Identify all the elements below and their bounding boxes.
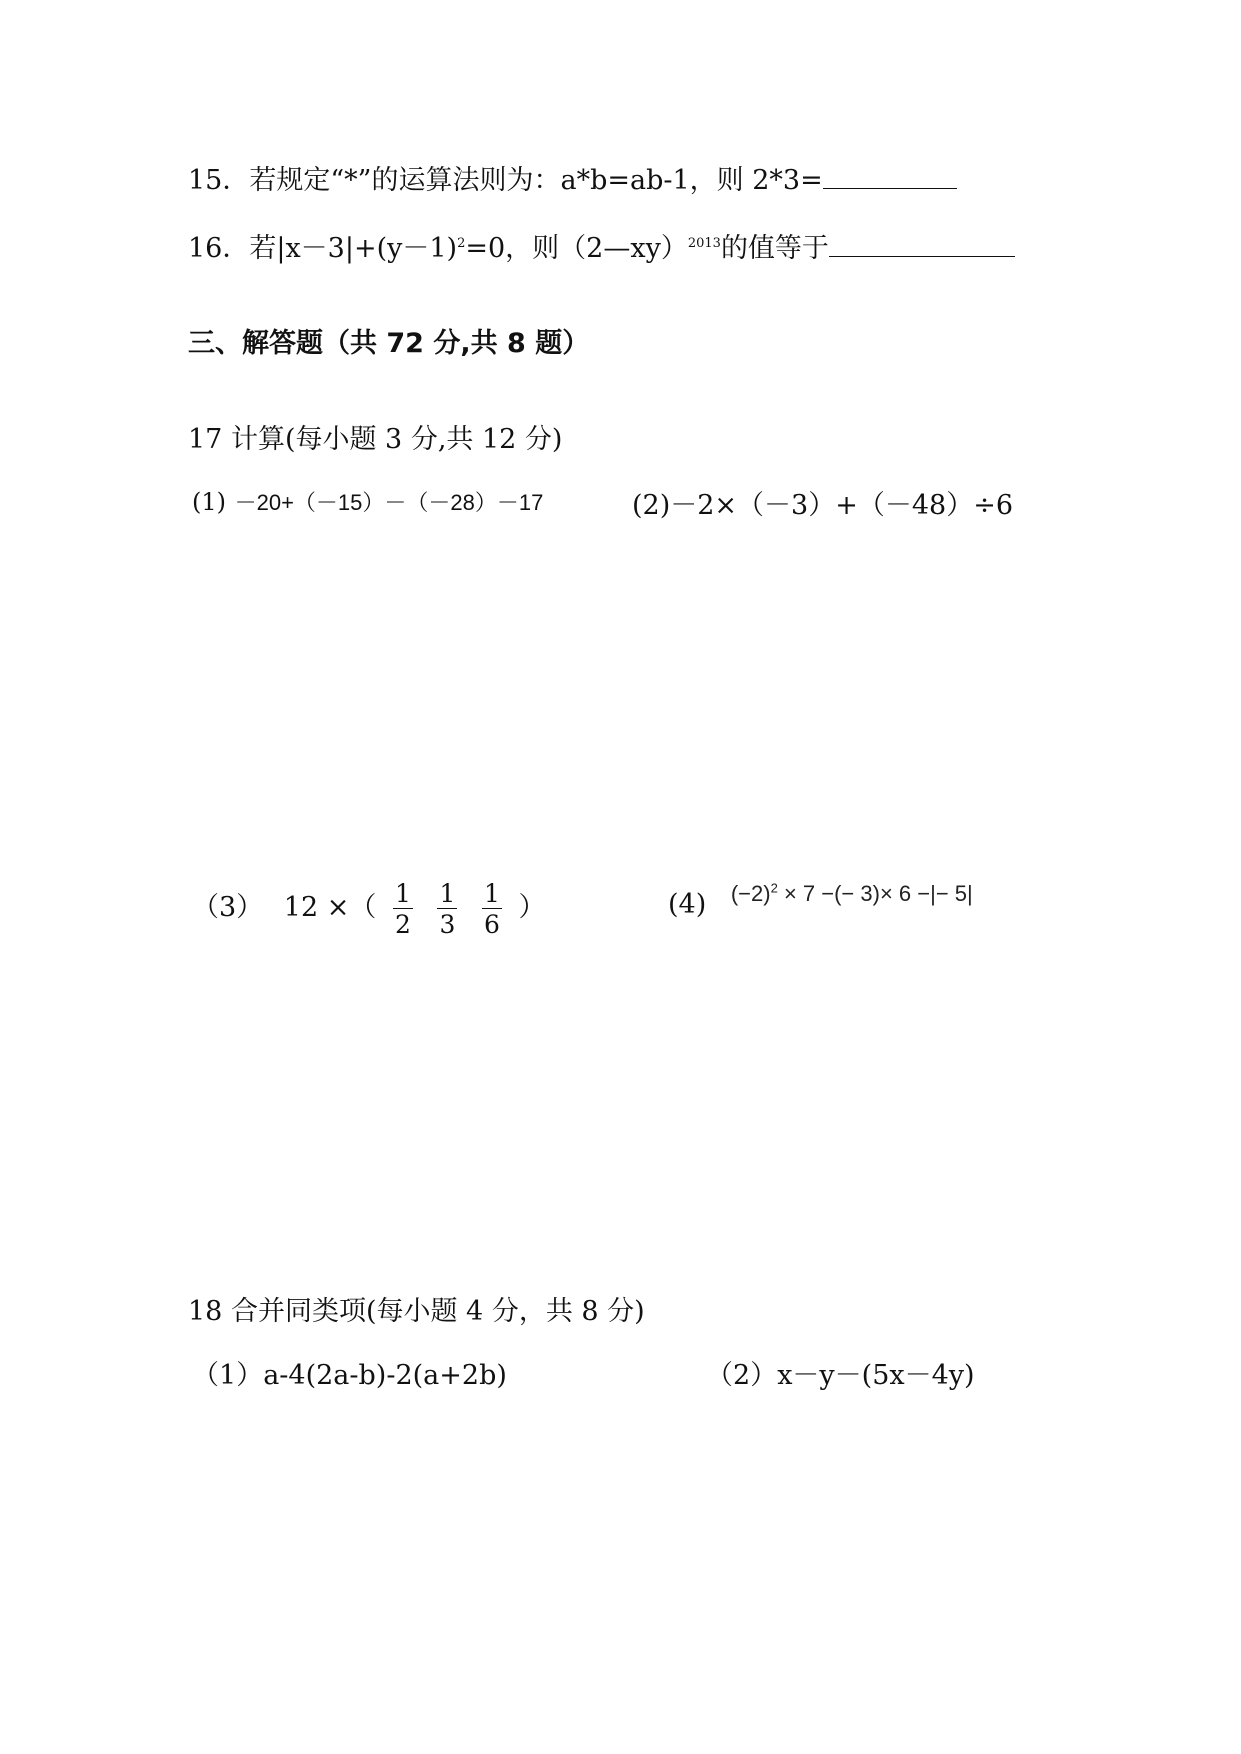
question-15-number: 15． bbox=[188, 165, 250, 196]
part-expression: x－y－(5x－4y) bbox=[777, 1360, 975, 1391]
question-18-part-2 bbox=[706, 1356, 975, 1396]
part-label: （1） bbox=[192, 1360, 264, 1391]
question-15 bbox=[188, 160, 957, 201]
part-expression-image bbox=[731, 881, 973, 906]
question-17-part-2 bbox=[632, 486, 1013, 526]
fraction-1-numerator: 1 bbox=[394, 878, 411, 908]
part-lead: 12 ×（ bbox=[283, 892, 377, 923]
question-15-text: 若规定“*”的运算法则为：a*b=ab-1，则 2*3= bbox=[249, 165, 823, 196]
question-16-number: 16． bbox=[188, 233, 250, 264]
fraction-3 bbox=[482, 878, 502, 939]
answer-blank-15[interactable] bbox=[823, 160, 957, 189]
expr-exponent: 2 bbox=[770, 880, 778, 896]
fraction-1 bbox=[393, 878, 413, 939]
question-16 bbox=[188, 228, 1015, 269]
fraction-2-denominator: 3 bbox=[439, 909, 456, 939]
fraction-2 bbox=[437, 878, 457, 939]
part-expression: a-4(2a-b)-2(a+2b) bbox=[263, 1360, 507, 1391]
part-expression: －20+（－15）－（－28）－17 bbox=[234, 490, 544, 515]
question-16-text-b: =0，则（2—xy） bbox=[465, 233, 688, 264]
question-17-title: 17 计算(每小题 3 分,共 12 分) bbox=[188, 424, 563, 455]
fraction-2-numerator: 1 bbox=[439, 878, 456, 908]
question-17-part-3 bbox=[192, 878, 545, 938]
part-label: (1) bbox=[192, 488, 226, 516]
question-16-text-c: 的值等于 bbox=[720, 233, 829, 264]
part-label: (4) bbox=[668, 889, 707, 920]
question-16-exponent-2: 2013 bbox=[687, 236, 721, 251]
question-18-part-1 bbox=[192, 1356, 507, 1396]
question-17-part-4 bbox=[668, 880, 973, 926]
part-expression: －2×（－3）+（－48）÷6 bbox=[670, 490, 1014, 521]
answer-blank-16[interactable] bbox=[829, 228, 1015, 257]
question-16-exponent-1: 2 bbox=[457, 236, 466, 251]
question-17-part-1 bbox=[192, 482, 543, 523]
fraction-3-denominator: 6 bbox=[483, 909, 500, 939]
part-close: ） bbox=[518, 892, 546, 923]
section-3-title: 三、解答题（共 72 分,共 8 题） bbox=[188, 328, 590, 359]
expr-b: × 7 −(− 3)× 6 −|− 5| bbox=[777, 881, 973, 906]
expr-a: (−2) bbox=[730, 881, 771, 906]
part-label: （2） bbox=[706, 1360, 778, 1391]
fraction-1-denominator: 2 bbox=[394, 909, 411, 939]
part-label: (2) bbox=[632, 490, 671, 521]
part-label: （3） bbox=[192, 892, 264, 923]
question-16-text-a: 若|x－3|+(y－1) bbox=[249, 233, 458, 264]
fraction-3-numerator: 1 bbox=[483, 878, 500, 908]
question-18-title: 18 合并同类项(每小题 4 分，共 8 分) bbox=[188, 1296, 645, 1327]
